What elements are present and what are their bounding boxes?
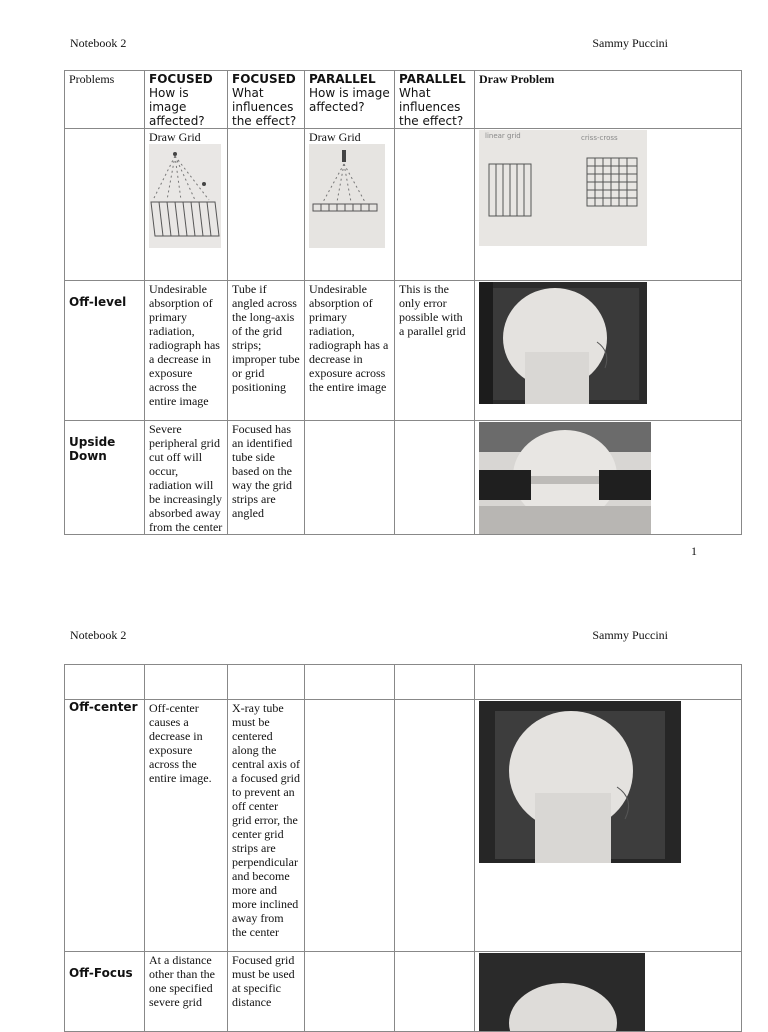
upside-down-drawing [479, 422, 651, 534]
header-subtitle: How is image affected? [309, 86, 390, 114]
focused-grid-sketch [149, 144, 221, 248]
off-center-drawing [479, 701, 681, 863]
focused-effect-cell: Severe peripheral grid cut off will occur, radiation will be increasingly absorbed away from the center [145, 421, 228, 535]
grid-problems-table [64, 70, 742, 535]
focused-influence-cell: Tube if angled across the long-axis of the grid strips; improper tube or grid positioning [228, 281, 305, 421]
header-row-empty [65, 665, 742, 700]
parallel-influence-cell [395, 952, 475, 1032]
header-notebook: Notebook 2 [70, 628, 127, 642]
draw-problem-grid-cell [475, 129, 742, 281]
header-focused-influence [228, 71, 305, 129]
grid-types-sketch [479, 130, 647, 246]
header-title: PARALLEL [399, 72, 466, 86]
focused-influence-cell: X-ray tube must be centered along the central axis of a focused grid to prevent an off center grid error, the center grid strips are perpendicular and become more and more inclined away from the center [228, 700, 305, 952]
header-subtitle: What influences the effect? [399, 86, 464, 128]
header-title: FOCUSED [149, 72, 213, 86]
focused-effect-cell: Undesirable absorption of primary radiation, radiograph has a decrease in exposure across the entire image [145, 281, 228, 421]
focused-draw-grid-cell [145, 129, 228, 281]
row-off-level [65, 281, 742, 421]
header-subtitle: What influences the effect? [232, 86, 297, 128]
draw-grid-row [65, 129, 742, 281]
focused-influence-cell: Focused grid must be used at specific distance [228, 952, 305, 1032]
grid-problems-table-continued [64, 664, 742, 1032]
header-row [65, 71, 742, 129]
header-parallel-effect [305, 71, 395, 129]
parallel-grid-sketch [309, 144, 385, 248]
focused-effect-cell: At a distance other than the one specified severe grid [145, 952, 228, 1032]
parallel-effect-cell [305, 952, 395, 1032]
header-parallel-influence [395, 71, 475, 129]
parallel-effect-cell [305, 421, 395, 535]
header-focused-effect [145, 71, 228, 129]
page-2 [0, 594, 768, 1024]
row-label: Off-Focus [65, 952, 145, 1032]
parallel-influence-cell [395, 700, 475, 952]
draw-grid-label: Draw Grid [309, 130, 361, 144]
row-label: Upside Down [65, 421, 145, 535]
header-author: Sammy Puccini [592, 36, 668, 50]
sketch-label-linear: linear grid [485, 132, 521, 140]
parallel-influence-cell [395, 421, 475, 535]
draw-problem-cell [475, 700, 742, 952]
draw-problem-cell [475, 281, 742, 421]
draw-problem-cell [475, 421, 742, 535]
row-label: Off-level [65, 281, 145, 421]
parallel-influence-cell: This is the only error possible with a parallel grid [395, 281, 475, 421]
off-focus-drawing [479, 953, 645, 1031]
header-draw-problem: Draw Problem [475, 71, 742, 129]
row-label: Off-center [65, 700, 145, 952]
parallel-draw-grid-cell [305, 129, 395, 281]
focused-effect-cell: Off-center causes a decrease in exposure across the entire image. [145, 700, 228, 952]
parallel-effect-cell [305, 700, 395, 952]
row-upside-down [65, 421, 742, 535]
draw-problem-cell [475, 952, 742, 1032]
header-problems: Problems [65, 71, 145, 129]
page-number: 1 [691, 544, 697, 558]
header-notebook: Notebook 2 [70, 36, 127, 50]
focused-influence-cell: Focused has an identified tube side based on the way the grid strips are angled [228, 421, 305, 535]
draw-grid-label: Draw Grid [149, 130, 201, 144]
row-off-center [65, 700, 742, 952]
header-author: Sammy Puccini [592, 628, 668, 642]
header-title: FOCUSED [232, 72, 296, 86]
sketch-label-crisscross: criss-cross [581, 134, 618, 142]
header-subtitle: How is image affected? [149, 86, 205, 128]
parallel-effect-cell: Undesirable absorption of primary radiation, radiograph has a decrease in exposure across the entire image [305, 281, 395, 421]
row-off-focus [65, 952, 742, 1032]
off-level-drawing [479, 282, 647, 404]
header-title: PARALLEL [309, 72, 376, 86]
